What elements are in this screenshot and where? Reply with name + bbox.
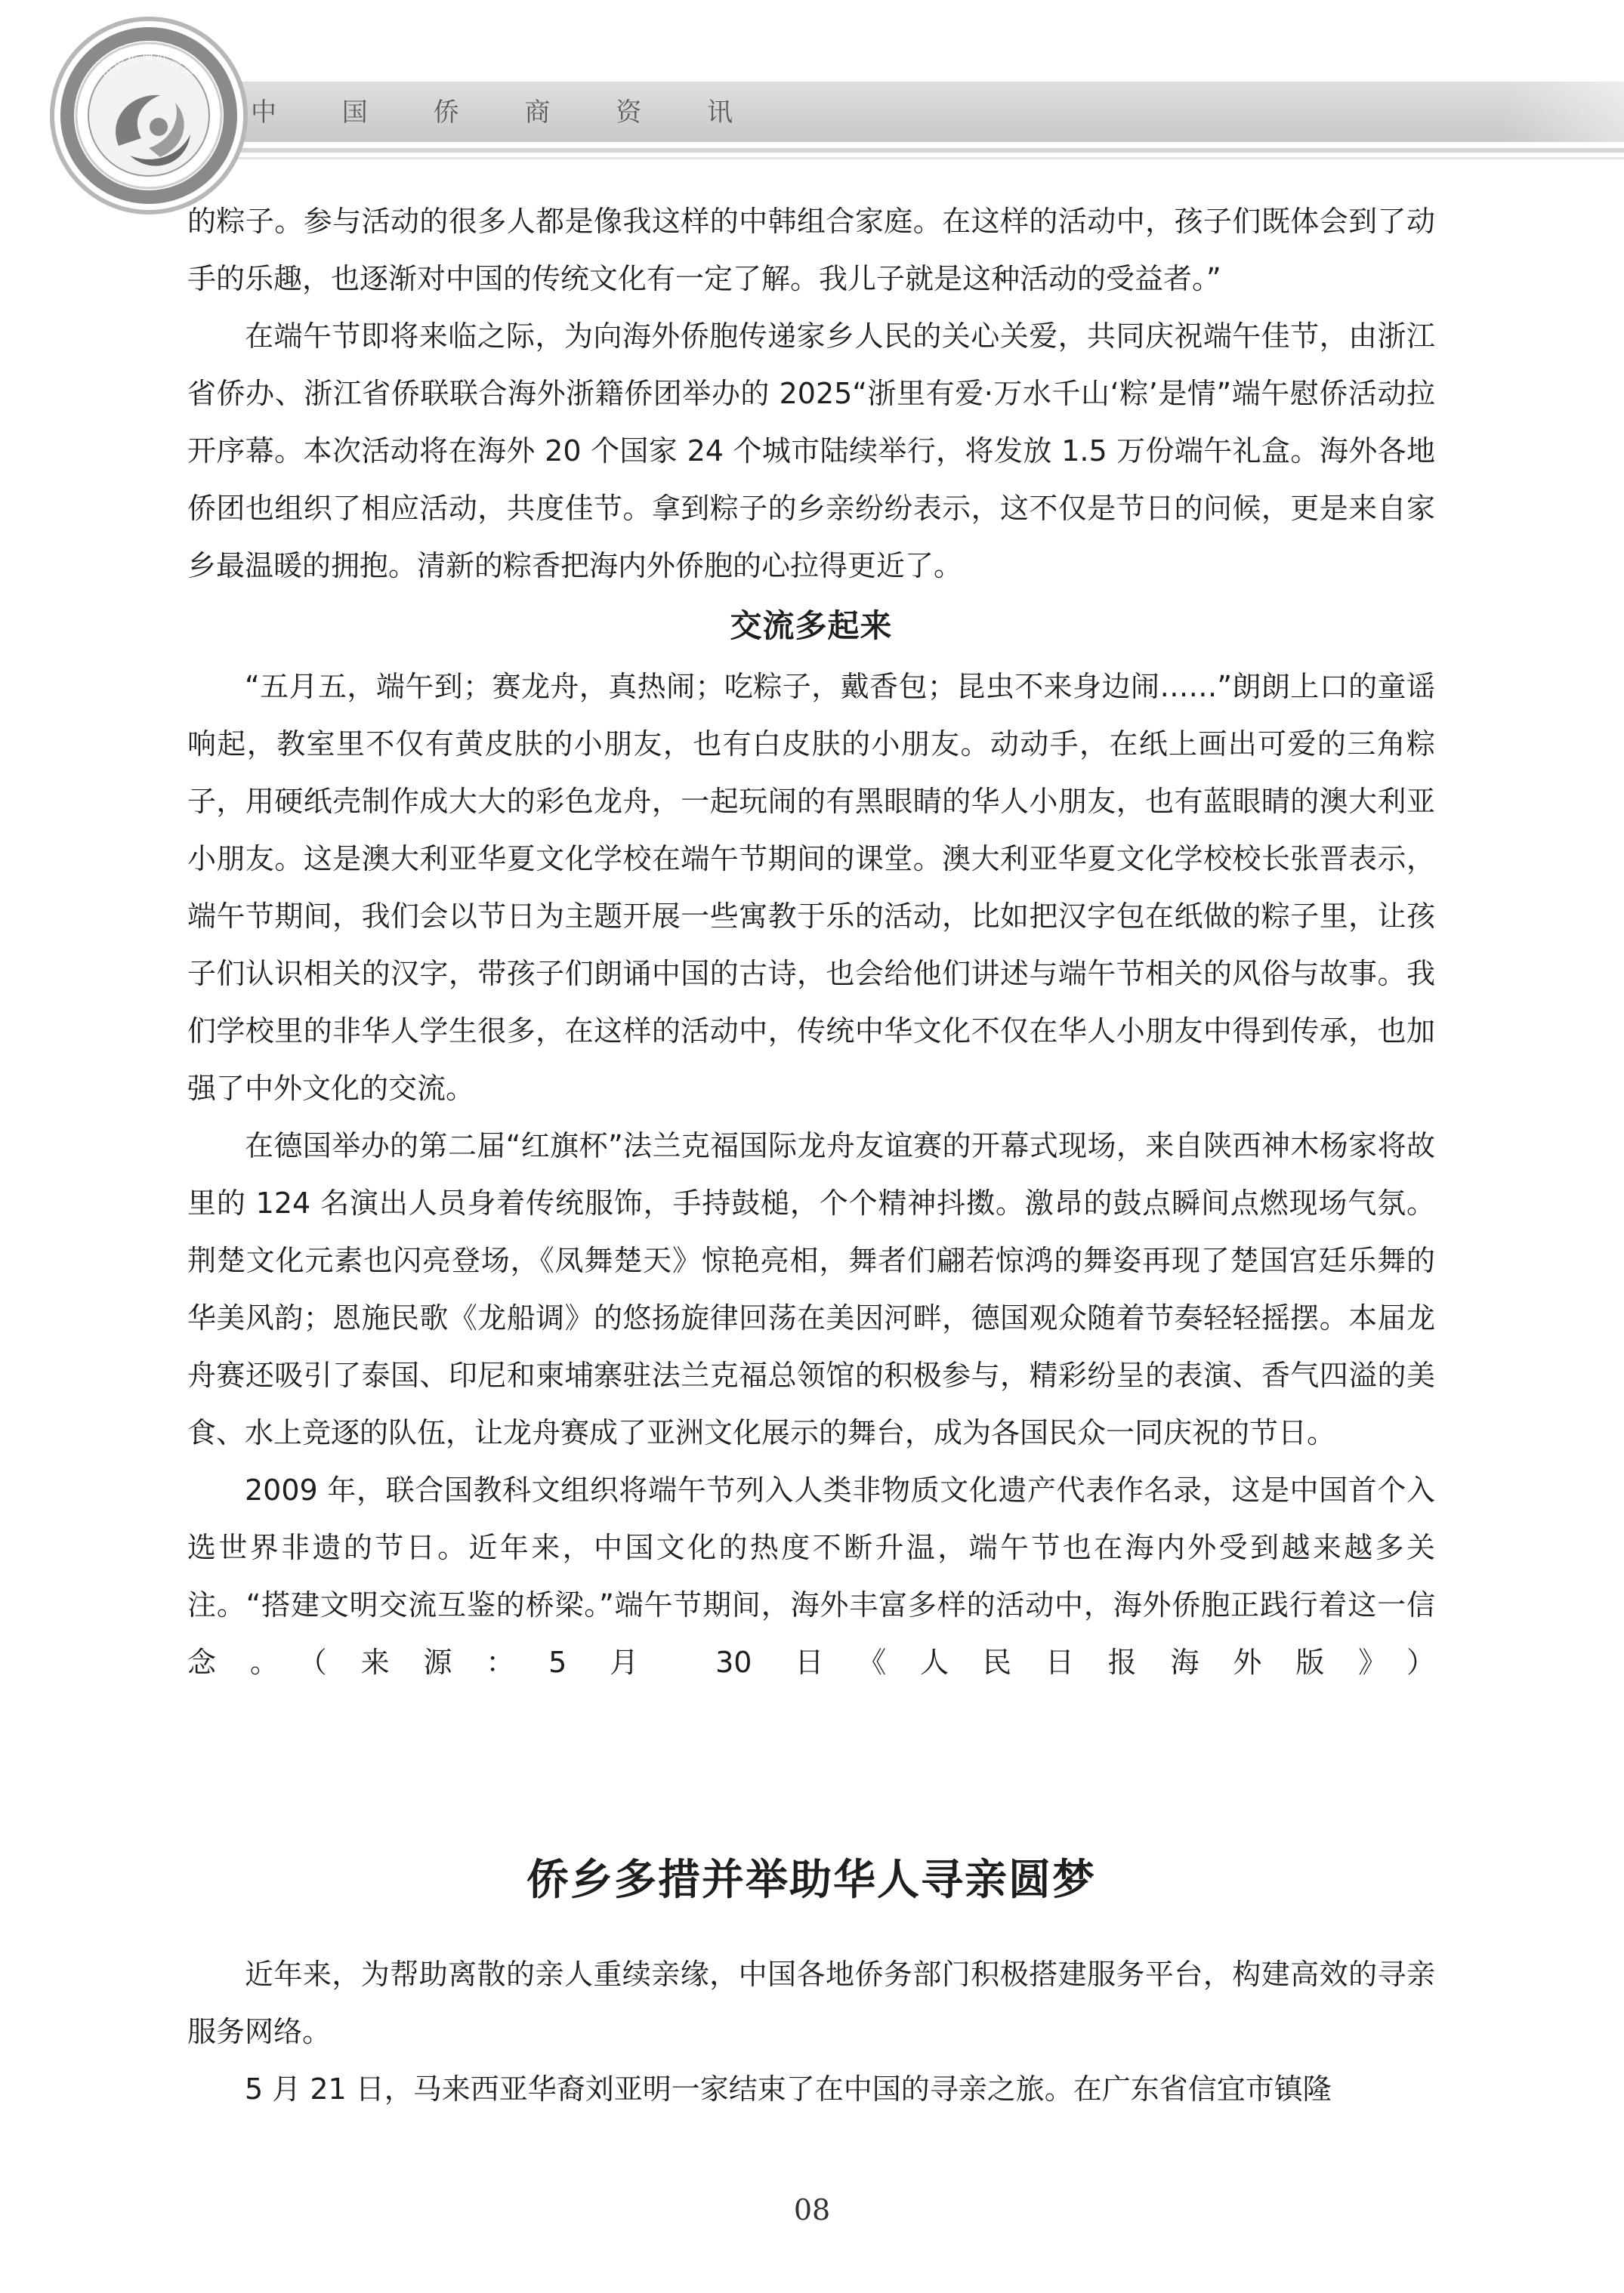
svg-text:中国侨商联合会: 中国侨商联合会 bbox=[99, 50, 199, 82]
paragraph: “五月五，端午到；赛龙舟，真热闹；吃粽子，戴香包；昆虫不来身边闹……”朗朗上口的童谣响起，教室里不仅有黄皮肤的小朋友，也有白皮肤的小朋友。动动手，在纸上画出可爱的三角粽子，用硬纸壳制作成大大的彩色龙舟，一起玩闹的有黑眼睛的华人小朋友，也有蓝眼睛的澳大利亚小朋友。这是澳大利亚华夏文化学校在端午节期间的课堂。澳大利亚华夏文化学校校长张晋表示，端午节期间，我们会以节日为主题开展一些寓教于乐的活动，比如把汉字包在纸做的粽子里，让孩子们认识相关的汉字，带孩子们朗诵中国的古诗，也会给他们讲述与端午节相关的风俗与故事。我们学校里的非华人学生很多，在这样的活动中，传统中华文化不仅在华人小朋友中得到传承，也加强了中外文化的交流。 bbox=[187, 670, 1435, 1105]
article-headline: 侨乡多措并举助华人寻亲圆梦 bbox=[526, 1856, 1096, 1905]
paragraph: 5 月 21 日，马来西亚华裔刘亚明一家结束了在中国的寻亲之旅。在广东省信宜市镇隆 bbox=[245, 2072, 1332, 2106]
header-rule-thin bbox=[189, 157, 1624, 159]
paragraph: 在端午节即将来临之际，为向海外侨胞传递家乡人民的关心关爱，共同庆祝端午佳节，由浙江省侨办、浙江省侨联联合海外浙籍侨团举办的 2025“浙里有爱·万水千山‘粽’是情”端午慰侨活动拉开序幕。本次活动将在海外 20 个国家 24 个城市陆续举行，将发放 1.5 万份端午礼盒。海外各地侨团也组织了相应活动，共度佳节。拿到粽子的乡亲纷纷表示，这不仅是节日的问候，更是来自家乡最温暖的拥抱。清新的粽香把海内外侨胞的心拉得更近了。 bbox=[187, 319, 1435, 582]
publication-title: 中 国 侨 商 资 讯 bbox=[251, 97, 762, 128]
article-continued bbox=[187, 193, 1435, 1691]
page-number: 08 bbox=[793, 2193, 831, 2227]
article bbox=[187, 1843, 1435, 2118]
subheading: 交流多起来 bbox=[730, 607, 893, 644]
paragraph: 近年来，为帮助离散的亲人重续亲缘，中国各地侨务部门积极搭建服务平台，构建高效的寻亲服务网络。 bbox=[187, 1958, 1435, 2048]
source-citation: （来源：5 月 30 日《人民日报海外版》） bbox=[312, 1646, 1435, 1679]
final-paragraph bbox=[187, 1461, 1435, 1691]
paragraph: 在德国举办的第二届“红旗杯”法兰克福国际龙舟友谊赛的开幕式现场，来自陕西神木杨家将故里的 124 名演出人员身着传统服饰，手持鼓槌，个个精神抖擞。激昂的鼓点瞬间点燃现场气氛。荆楚文化元素也闪亮登场，《凤舞楚天》惊艳亮相，舞者们翩若惊鸿的舞姿再现了楚国宫廷乐舞的华美风韵；恩施民歌《龙船调》的悠扬旋律回荡在美因河畔，德国观众随着节奏轻轻摇摆。本届龙舟赛还吸引了泰国、印尼和柬埔寨驻法兰克福总领馆的积极参与，精彩纷呈的表演、香气四溢的美食、水上竞逐的队伍，让龙舟赛成了亚洲文化展示的舞台，成为各国民众一同庆祝的节日。 bbox=[187, 1129, 1435, 1449]
paragraph: 的粽子。参与活动的很多人都是像我这样的中韩组合家庭。在这样的活动中，孩子们既体会到了动手的乐趣，也逐渐对中国的传统文化有一定了解。我儿子就是这种活动的受益者。” bbox=[187, 205, 1435, 295]
final-paragraph-text: 2009 年，联合国教科文组织将端午节列入人类非物质文化遗产代表作名录，这是中国首个入选世界非遗的节日。近年来，中国文化的热度不断升温，端午节也在海内外受到越来越多关注。“搭建文明交流互鉴的桥梁。”端午节期间，海外丰富多样的活动中，海外侨胞正践行着这一信念。 bbox=[187, 1474, 1435, 1679]
header-rule bbox=[132, 148, 1624, 153]
publication-logo-icon bbox=[47, 14, 251, 218]
